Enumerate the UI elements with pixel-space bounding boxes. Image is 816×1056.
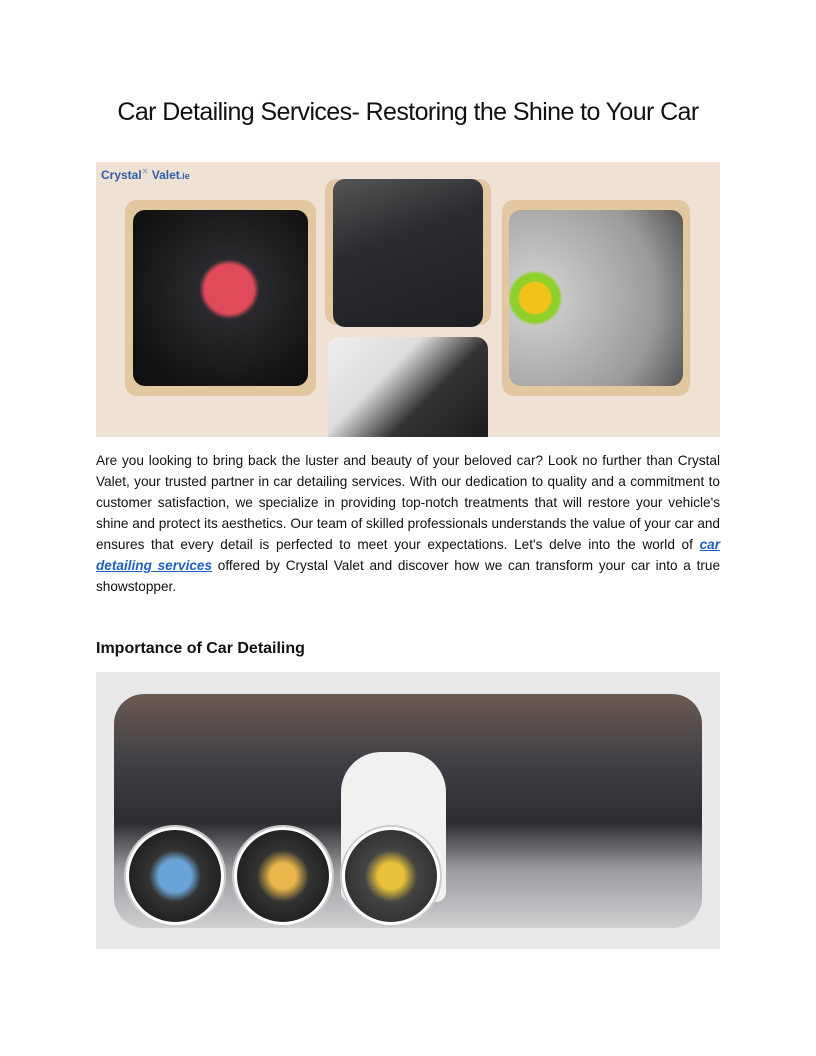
car-detailing-services-link[interactable]: car detailing services	[96, 537, 720, 573]
hero-image	[96, 162, 720, 437]
section-heading: Importance of Car Detailing	[96, 640, 305, 657]
intro-paragraph: Are you looking to bring back the luster and beauty of your beloved car? Look no further than Crystal Valet, your trusted partner in car detailing services. With our dedication to quality and a commitment to customer satisfaction, we specialize in providing top-notch treatments that will restore your vehicle's shine and protect its aesthetics. Our team of skilled professionals understands the value of your car and ensures that every detail is perfected to meet your expectations. Let's delve into the world of car detailing services offered by Crystal Valet and discover how we can transform your car into a true showstopper.	[96, 453, 720, 594]
inset-photo-circle	[234, 827, 332, 925]
interior-detailing-image	[96, 672, 720, 949]
inset-photo-circle	[342, 827, 440, 925]
polishing-photo	[509, 210, 683, 386]
seat-vacuum-photo	[333, 179, 483, 327]
inset-photo-circle	[126, 827, 224, 925]
crystal-valet-logo: Crystal✕ Valet.ie	[101, 167, 190, 182]
page-title: Car Detailing Services- Restoring the Shine to Your Car	[117, 98, 699, 126]
vent-brush-photo	[328, 337, 488, 437]
engine-cleaning-photo	[133, 210, 308, 386]
